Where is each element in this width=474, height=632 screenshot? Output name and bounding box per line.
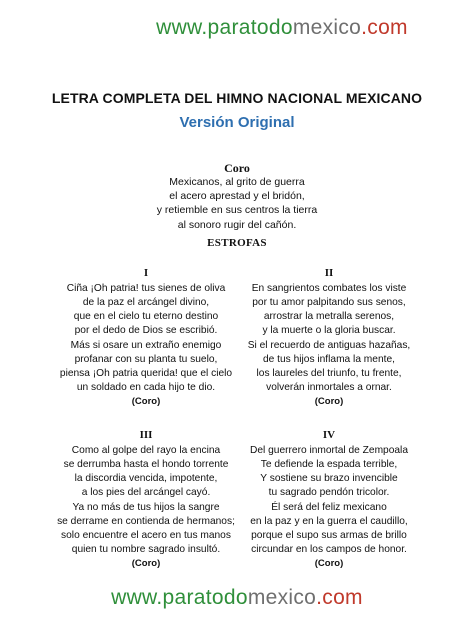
stanza-number: IV	[322, 429, 336, 441]
stanza-line: quien tu nombre sagrado insultó.	[71, 544, 221, 556]
stanza-line: de tus hijos inflama la mente,	[263, 353, 395, 365]
url-part-paratodo: paratodo	[162, 586, 248, 609]
url-part-www: www.	[111, 586, 163, 609]
stanza-4	[221, 428, 437, 571]
stanza-line: que en el cielo tu eterno destino	[73, 311, 219, 323]
website-url-header[interactable]	[0, 16, 474, 40]
url-part-mexico: mexico	[292, 16, 362, 39]
stanza-line: Más si osare un extraño enemigo	[70, 339, 222, 351]
url-part-com: .com	[361, 16, 408, 39]
website-url-footer[interactable]	[0, 586, 474, 610]
document-subtitle: Versión Original	[179, 114, 295, 131]
coro-heading: Coro	[224, 161, 250, 175]
stanza-line: un soldado en cada hijo te dio.	[76, 382, 216, 394]
url-part-com: .com	[316, 586, 363, 609]
url-part-paratodo: paratodo	[207, 16, 293, 39]
stanza-line: los laureles del triunfo, tu frente,	[256, 367, 402, 379]
stanza-2	[221, 266, 437, 409]
coro-line: y retiemble en sus centros la tierra	[156, 204, 318, 217]
stanza-line: a los pies del arcángel cayó.	[81, 487, 211, 499]
url-part-mexico: mexico	[247, 586, 317, 609]
stanza-coro-ref: (Coro)	[314, 396, 344, 408]
stanza-line: Si el recuerdo de antiguas hazañas,	[247, 339, 411, 351]
stanza-line: profanar con su planta tu suelo,	[74, 353, 218, 365]
stanza-line: Ciña ¡Oh patria! tus sienes de oliva	[66, 283, 226, 294]
estrofas-heading: ESTROFAS	[207, 237, 267, 249]
stanza-line: y la muerte o la gloria buscar.	[262, 325, 396, 337]
stanza-line: Como al golpe del rayo la encina	[71, 445, 221, 456]
stanza-line: se derrame en contienda de hermanos;	[57, 515, 235, 527]
stanza-line: Ya no más de tus hijos la sangre	[72, 501, 220, 513]
stanza-coro-ref: (Coro)	[131, 558, 161, 570]
stanza-number: III	[139, 429, 153, 441]
stanza-line: Y sostiene su brazo invencible	[260, 473, 398, 485]
stanza-line: por tu amor palpitando sus senos,	[252, 297, 406, 309]
stanza-line: tu sagrado pendón tricolor.	[268, 487, 390, 499]
stanza-line: arrostrar la metralla serenos,	[263, 311, 395, 323]
stanza-line: Te defiende la espada terrible,	[260, 459, 398, 471]
stanza-line: la discordia vencida, impotente,	[74, 473, 218, 485]
stanza-line: Del guerrero inmortal de Zempoala	[250, 445, 408, 456]
stanza-line: porque el supo sus armas de brillo	[251, 529, 407, 541]
coro-line: al sonoro rugir del cañón.	[177, 218, 297, 231]
stanza-number: I	[143, 267, 149, 279]
coro-verse	[0, 175, 474, 232]
stanza-line: volverán inmortales a ornar.	[266, 382, 392, 394]
coro-line: el acero aprestad y el bridón,	[169, 190, 305, 203]
stanza-line: piensa ¡Oh patria querida! que el cielo	[59, 367, 233, 379]
document-title: LETRA COMPLETA DEL HIMNO NACIONAL MEXICANO	[51, 90, 423, 106]
stanza-line: Él será del feliz mexicano	[271, 501, 387, 513]
stanza-number: II	[324, 267, 334, 279]
stanza-line: se derrumba hasta el hondo torrente	[63, 459, 229, 471]
stanza-line: solo encuentre el acero en tus manos	[61, 529, 231, 541]
stanza-line: circundar en los campos de honor.	[251, 544, 407, 556]
stanza-line: de la paz el arcángel divino,	[82, 297, 210, 309]
stanza-line: en la paz y en la guerra el caudillo,	[250, 515, 408, 527]
stanza-coro-ref: (Coro)	[131, 396, 161, 408]
stanza-line: por el dedo de Dios se escribió.	[74, 325, 218, 337]
stanza-coro-ref: (Coro)	[314, 558, 344, 570]
coro-line: Mexicanos, al grito de guerra	[169, 176, 305, 188]
stanza-line: En sangrientos combates los viste	[251, 283, 407, 294]
url-part-www: www.	[156, 16, 208, 39]
